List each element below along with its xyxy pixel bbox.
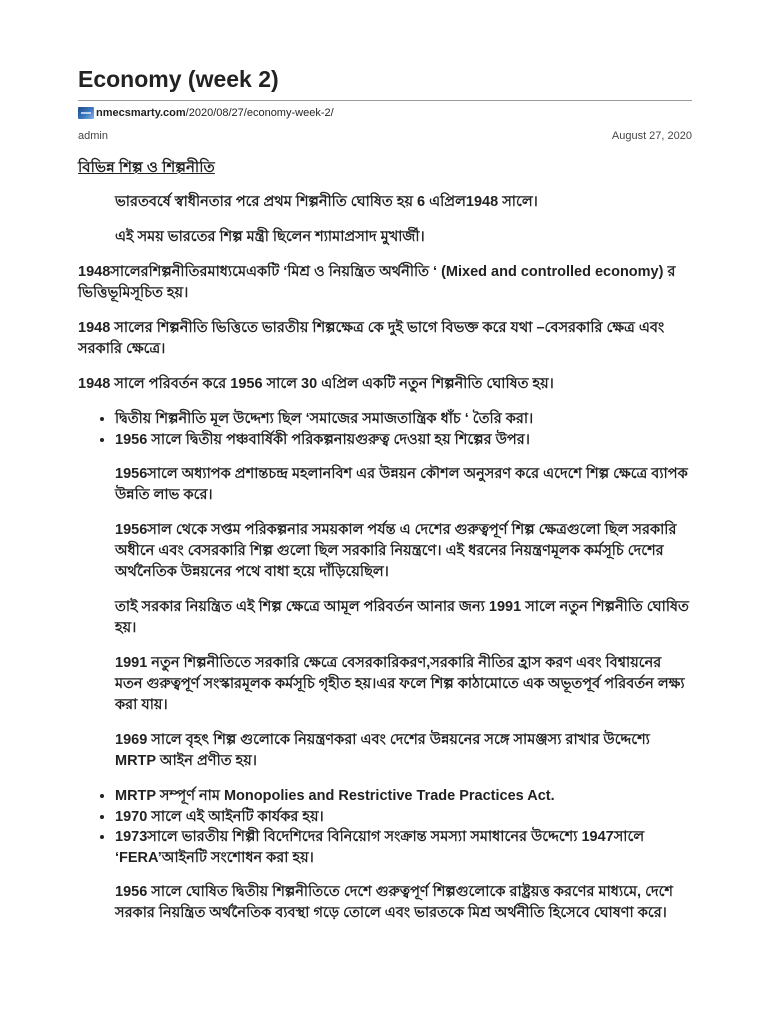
paragraph: 1969 সালে বৃহৎ শিল্প গুলোকে নিয়ন্ত্রণকরা এবং দেশের উন্নয়নের সঙ্গে সামঞ্জস্য রাখার উদ্দেশ্যে MRTP আইন প্রণীত হয়। [115,732,650,769]
author-name: admin [78,130,108,142]
page-title: Economy (week 2) [78,66,279,92]
paragraph: 1948 সালের শিল্পনীতি ভিত্তিতে ভারতীয় শিল্পক্ষেত্র কে দুই ভাগে বিভক্ত করে যথা –বেসরকারি ক্ষেত্র এবং সরকারি ক্ষেত্রে। [78,320,665,357]
paragraph: 1991 নতুন শিল্পনীতিতে সরকারি ক্ষেত্রে বেসরকারিকরণ,সরকারি নীতির হ্রাস করণ এবং বিশ্বায়নের মতন গুরুত্বপূর্ণ সংস্কারমূলক কর্মসূচি গৃহীত হয়।এর ফলে শিল্প কাঠামোতে এক অভূতপূর্ব পরিবর্তন লক্ষ্য করা যায়। [115,655,685,713]
section-heading: বিভিন্ন শিল্প ও শিল্পনীতি [78,159,215,176]
bullet-list [78,786,692,868]
list-item: • MRTP সম্পূর্ণ নাম Monopolies and Restrictive Trade Practices Act. [115,786,692,807]
paragraph: ভারতবর্ষে স্বাধীনতার পরে প্রথম শিল্পনীতি ঘোষিত হয় 6 এপ্রিল1948 সালে। [115,194,538,210]
source-path: /2020/08/27/economy-week-2/ [185,107,334,119]
list-item: • 1956 সালে দ্বিতীয় পঞ্চবার্ষিকী পরিকল্পনায়গুরুত্ব দেওয়া হয় শিল্পের উপর। [115,430,692,451]
paragraph: 1956 সালে ঘোষিত দ্বিতীয় শিল্পনীতিতে দেশে গুরুত্বপূর্ণ শিল্পগুলোকে রাষ্ট্রয়ত্ত করণের মাধ্যমে, দেশে সরকার নিয়ন্ত্রিত অর্থনৈতিক ব্যবস্থা গড়ে তোলে এবং ভারতকে মিশ্র অর্থনীতি হিসেবে ঘোষণা করে। [115,884,673,921]
list-item: • 1973সালে ভারতীয় শিল্পী বিদেশিদের বিনিয়োগ সংক্রান্ত সমস্যা সমাধানের উদ্দেশ্যে 1947সালে ‘FERA’আইনটি সংশোধন করা হয়। [115,827,692,868]
paragraph: 1948 সালে পরিবর্তন করে 1956 সালে 30 এপ্রিল একটি নতুন শিল্পনীতি ঘোষিত হয়। [78,376,554,392]
bullet-list [78,409,692,450]
source-link[interactable] [78,106,334,120]
list-item: • 1970 সালে এই আইনটি কার্যকর হয়। [115,807,692,828]
paragraph: 1956সালে অধ্যাপক প্রশান্তচন্দ্র মহলানবিশ এর উন্নয়ন কৌশল অনুসরণ করে এদেশে শিল্প ক্ষেত্রে ব্যাপক উন্নতি লাভ করে। [115,466,688,503]
list-item: • দ্বিতীয় শিল্পনীতি মূল উদ্দেশ্য ছিল ‘সমাজের সমাজতান্ত্রিক ধাঁচ ‘ তৈরি করা। [115,409,692,430]
post-date: August 27, 2020 [611,130,692,142]
paragraph: 1948সালেরশিল্পনীতিরমাধ্যমেএকটি ‘মিশ্র ও নিয়ন্ত্রিত অর্থনীতি ‘ (Mixed and controlled economy) র ভিত্তিভূমিসূচিত হয়। [78,264,676,301]
post-meta [78,129,692,143]
paragraph: 1956সাল থেকে সপ্তম পরিকল্পনার সময়কাল পর্যন্ত এ দেশের গুরুত্বপূর্ণ শিল্প ক্ষেত্রগুলো ছিল সরকারি অধীনে এবং বেসরকারি শিল্প গুলো ছিল সরকারি নিয়ন্ত্রণে। এই ধরনের নিয়ন্ত্রণমূলক কর্মসূচি দেশের অর্থনৈতিক উন্নয়নের পথে বাধা হয়ে দাঁড়িয়েছিল। [115,522,677,580]
paragraph: এই সময় ভারতের শিল্প মন্ত্রী ছিলেন শ্যামাপ্রসাদ মুখার্জী। [115,229,425,245]
title-divider [78,100,692,101]
paragraph: তাই সরকার নিয়ন্ত্রিত এই শিল্প ক্ষেত্রে আমূল পরিবর্তন আনার জন্য 1991 সালে নতুন শিল্পনীতি ঘোষিত হয়। [115,599,689,636]
source-domain: nmecsmarty.com [96,107,186,119]
site-favicon-icon [78,107,94,119]
